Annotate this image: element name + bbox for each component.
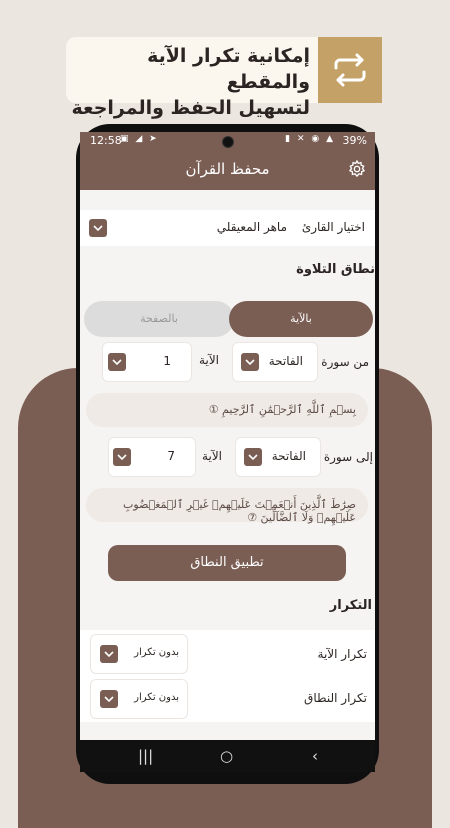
gear-icon[interactable] bbox=[347, 159, 367, 179]
reciter-row[interactable] bbox=[80, 210, 375, 246]
banner-text bbox=[70, 43, 310, 121]
repeat-ayah-value: بدون تكرار bbox=[134, 647, 179, 658]
to-ayah-dropdown[interactable] bbox=[113, 448, 131, 466]
tab-by-ayah-label: بالآية bbox=[290, 312, 312, 325]
battery-level: 39% bbox=[342, 134, 367, 147]
tab-by-ayah[interactable] bbox=[229, 301, 373, 337]
from-surah-label: من سورة bbox=[321, 355, 369, 369]
signal-icons: ▮ ✕ ◉ ▲ bbox=[285, 134, 335, 144]
repeat-ayah-label: تكرار الآية bbox=[317, 647, 367, 661]
app-bar bbox=[80, 150, 375, 190]
chevron-down-icon bbox=[104, 695, 114, 703]
banner-line-1: إمكانية تكرار الآية والمقطع bbox=[147, 45, 310, 93]
from-surah-select[interactable] bbox=[232, 342, 318, 382]
repeat-ayah-dropdown[interactable] bbox=[100, 645, 118, 663]
tab-by-page[interactable] bbox=[84, 301, 234, 337]
reciter-label: اختيار القارئ bbox=[301, 220, 365, 234]
recents-icon[interactable]: ||| bbox=[138, 747, 154, 765]
from-ayah-dropdown[interactable] bbox=[108, 353, 126, 371]
to-ayah-value: 7 bbox=[167, 449, 175, 463]
range-section-title: نطاق التلاوة bbox=[296, 262, 375, 277]
notification-icons: ▣ ◢ ➤ bbox=[120, 134, 159, 144]
banner-line-2: لتسهيل الحفظ والمراجعة bbox=[71, 97, 310, 119]
to-surah-value: الفاتحة bbox=[271, 449, 306, 463]
home-icon[interactable]: ○ bbox=[220, 747, 234, 765]
repeat-section-title: التكرار bbox=[329, 598, 372, 613]
from-surah-dropdown[interactable] bbox=[241, 353, 259, 371]
to-verse-text: صِرَٰطَ ٱلَّذِينَ أَنۡعَمۡتَ عَلَيۡهِمۡ غَيۡرِ ٱلۡمَغۡضُوبِ عَلَيۡهِمۡ وَلَا ٱلضَّآلِّينَ ⑦ bbox=[123, 498, 356, 524]
back-icon[interactable]: ‹ bbox=[312, 747, 318, 765]
chevron-down-icon bbox=[248, 453, 258, 461]
tab-by-page-label: بالصفحة bbox=[140, 312, 178, 325]
app-title: محفظ القرآن bbox=[185, 160, 270, 178]
from-ayah-select[interactable] bbox=[102, 342, 192, 382]
apply-range-button[interactable]: تطبيق النطاق bbox=[108, 545, 346, 581]
chevron-down-icon bbox=[117, 453, 127, 461]
to-surah-select[interactable] bbox=[235, 437, 321, 477]
from-verse-preview bbox=[86, 393, 368, 427]
repeat-icon bbox=[318, 37, 382, 103]
reciter-value: ماهر المعيقلي bbox=[216, 220, 287, 234]
camera-icon bbox=[222, 136, 234, 148]
from-ayah-value: 1 bbox=[163, 354, 171, 368]
chevron-down-icon bbox=[112, 358, 122, 366]
repeat-range-select[interactable] bbox=[90, 679, 188, 719]
status-bar bbox=[80, 132, 375, 150]
feature-banner bbox=[66, 37, 382, 119]
from-ayah-label: الآية bbox=[199, 353, 219, 367]
chevron-down-icon bbox=[104, 650, 114, 658]
repeat-ayah-select[interactable] bbox=[90, 634, 188, 674]
from-surah-value: الفاتحة bbox=[268, 354, 303, 368]
to-verse-preview bbox=[86, 488, 368, 522]
reciter-dropdown[interactable] bbox=[89, 219, 107, 237]
repeat-range-value: بدون تكرار bbox=[134, 692, 179, 703]
repeat-range-label: تكرار النطاق bbox=[304, 691, 367, 705]
status-time: 12:58 bbox=[90, 134, 122, 147]
chevron-down-icon bbox=[245, 358, 255, 366]
app-screen bbox=[80, 132, 375, 772]
system-nav-bar bbox=[80, 740, 375, 772]
to-ayah-select[interactable] bbox=[108, 437, 196, 477]
to-surah-dropdown[interactable] bbox=[244, 448, 262, 466]
to-ayah-label: الآية bbox=[202, 449, 222, 463]
chevron-down-icon bbox=[93, 224, 103, 232]
repeat-range-dropdown[interactable] bbox=[100, 690, 118, 708]
to-surah-label: إلى سورة bbox=[323, 450, 373, 464]
from-verse-text: بِسۡمِ ٱللَّهِ ٱلرَّحۡمَٰنِ ٱلرَّحِيمِ ① bbox=[208, 403, 356, 416]
